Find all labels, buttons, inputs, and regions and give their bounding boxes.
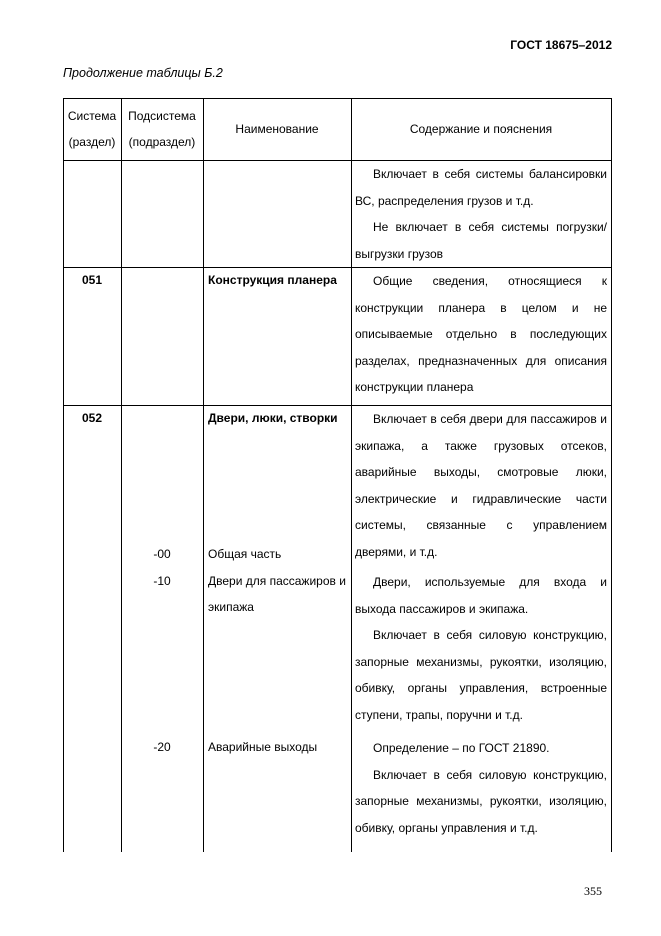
system-code: 051	[81, 273, 103, 287]
header-description	[351, 98, 611, 160]
column-divider	[351, 98, 352, 852]
description-paragraph: Не включает в себя системы погрузки/выгрузки грузов	[355, 220, 607, 261]
column-divider	[121, 98, 122, 852]
document-code: ГОСТ 18675–2012	[510, 38, 612, 52]
description-paragraph: Общие сведения, относящиеся к конструкции планера в целом и не описываемые отдельно в последующих разделах, предназначенных для описания конструкции планера	[355, 274, 607, 394]
header-description-label: Содержание и пояснения	[409, 122, 553, 136]
header-name-label: Наименование	[235, 122, 319, 136]
description-paragraph: Определение – по ГОСТ 21890.	[373, 741, 550, 755]
subsystem-name: Общая часть	[208, 547, 282, 561]
subsystem-code: -20	[153, 740, 171, 754]
table-row-description	[355, 268, 607, 401]
column-divider	[203, 98, 204, 852]
description-paragraph: Двери, используемые для входа и выхода пассажиров и экипажа.	[355, 575, 607, 616]
header-system	[63, 98, 121, 160]
table-row-description	[355, 569, 607, 728]
header-subsystem	[121, 98, 203, 160]
header-system-line2: (раздел)	[68, 135, 116, 149]
subsystem-code: -00	[153, 547, 171, 561]
header-subsystem-line1: Подсистема	[128, 109, 196, 123]
table-caption: Продолжение таблицы Б.2	[63, 66, 223, 80]
system-name: Двери, люки, створки	[208, 411, 338, 425]
page-number: 355	[584, 884, 602, 898]
table-row-description	[355, 735, 607, 841]
description-paragraph: Включает в себя двери для пассажиров и экипажа, а также грузовых отсеков, аварийные выходы, смотровые люки, электрические и гидравлические части системы, связанные с управлением дверями, и т.д.	[355, 412, 607, 559]
classification-table	[63, 98, 612, 852]
table-border-left	[63, 98, 64, 852]
subsystem-code: -10	[153, 574, 171, 588]
header-subsystem-line2: (подраздел)	[128, 135, 196, 149]
table-row-description	[355, 406, 607, 565]
subsystem-name: Двери для пассажиров и экипажа	[208, 574, 346, 614]
description-paragraph: Включает в себя системы балансировки ВС, распределения грузов и т.д.	[355, 167, 607, 208]
header-system-line1: Система	[67, 109, 117, 123]
system-name: Конструкция планера	[208, 273, 337, 287]
table-row-description	[355, 161, 607, 267]
table-border-right	[611, 98, 612, 852]
description-paragraph: Включает в себя силовую конструкцию, запорные механизмы, рукоятки, изоляцию, обивку, органы управления и т.д.	[355, 767, 607, 835]
subsystem-name: Аварийные выходы	[208, 740, 318, 754]
description-paragraph: Включает в себя силовую конструкцию, запорные механизмы, рукоятки, изоляцию, обивку, органы управления, встроенные ступени, трапы, поручни и т.д.	[355, 628, 607, 722]
system-code: 052	[81, 411, 103, 425]
header-name	[203, 98, 351, 160]
